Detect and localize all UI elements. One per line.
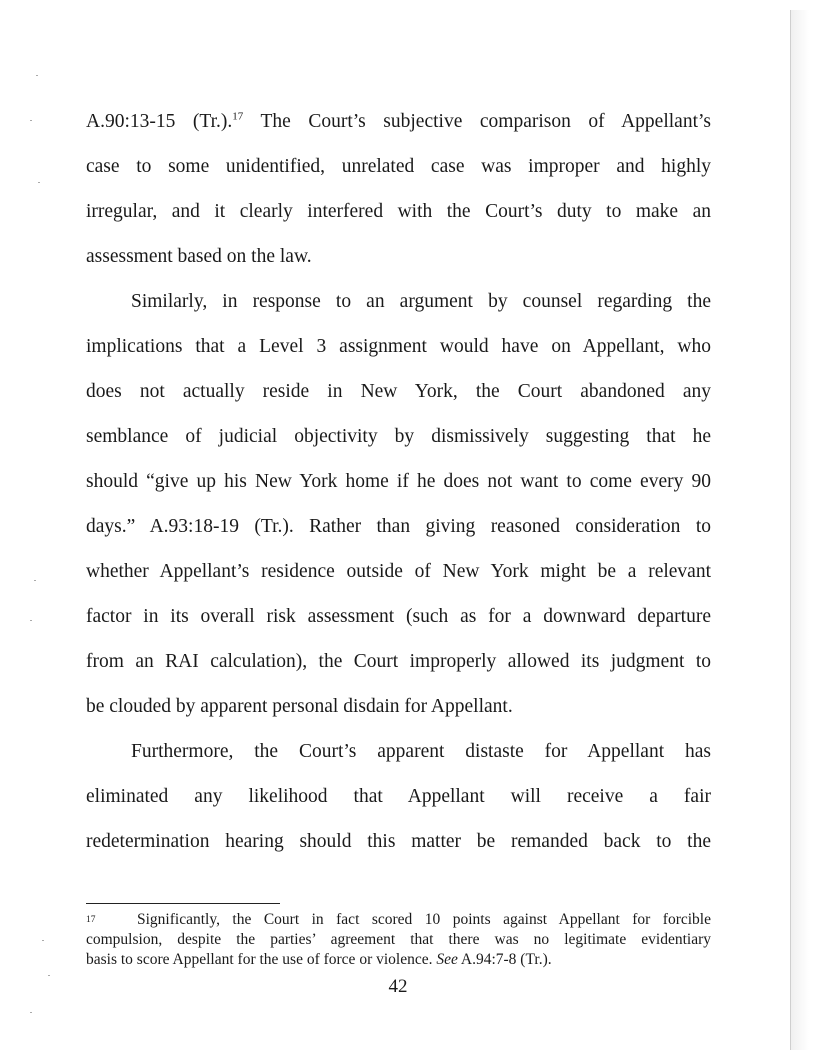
body-line: semblance of judicial objectivity by dismissively suggesting that he xyxy=(86,426,711,447)
footnote-see-signal: See xyxy=(436,951,458,968)
body-line xyxy=(86,112,711,132)
footnote-line: compulsion, despite the parties’ agreement that there was no legitimate evidentiary xyxy=(86,931,711,948)
page-number: 42 xyxy=(388,976,408,997)
footnote-line3-pre: basis to score Appellant for the use of force or violence. xyxy=(86,951,437,968)
first-line-pre: A.90:13-15 (Tr.). xyxy=(86,111,233,132)
body-line: implications that a Level 3 assignment would have on Appellant, who xyxy=(86,336,711,357)
first-line-post: The Court’s subjective comparison of Appellant’s xyxy=(243,111,712,132)
body-line: irregular, and it clearly interfered with the Court’s duty to make an xyxy=(86,201,711,222)
page-edge xyxy=(790,10,791,1050)
body-line: Furthermore, the Court’s apparent distaste for Appellant has xyxy=(131,741,711,762)
body-line: does not actually reside in New York, the Court abandoned any xyxy=(86,381,711,402)
footnote-reference[interactable]: 17 xyxy=(232,110,244,123)
body-line: days.” A.93:18-19 (Tr.). Rather than giving reasoned consideration to xyxy=(86,516,711,537)
body-line: eliminated any likelihood that Appellant will receive a fair xyxy=(86,786,711,807)
scan-speck xyxy=(30,1012,32,1013)
scan-speck xyxy=(30,620,32,621)
scan-speck xyxy=(34,580,36,581)
body-line: assessment based on the law. xyxy=(86,246,312,267)
scan-speck xyxy=(36,75,38,76)
body-line: be clouded by apparent personal disdain for Appellant. xyxy=(86,696,513,717)
body-line: redetermination hearing should this matter be remanded back to the xyxy=(86,831,711,852)
body-line: Similarly, in response to an argument by counsel regarding the xyxy=(131,291,711,312)
page-edge-shadow xyxy=(791,10,809,1050)
footnote-line xyxy=(86,952,711,968)
footnote-divider xyxy=(86,903,280,904)
footnote-line: Significantly, the Court in fact scored 10 points against Appellant for forcible xyxy=(137,911,711,928)
body-line: factor in its overall risk assessment (such as for a downward departure xyxy=(86,606,711,627)
body-line: whether Appellant’s residence outside of New York might be a relevant xyxy=(86,561,711,582)
scan-speck xyxy=(38,182,40,183)
scan-speck xyxy=(42,940,44,941)
scan-speck xyxy=(30,120,32,121)
body-line: should “give up his New York home if he does not want to come every 90 xyxy=(86,471,711,492)
body-line: case to some unidentified, unrelated case was improper and highly xyxy=(86,156,711,177)
footnote-line3-post: A.94:7-8 (Tr.). xyxy=(457,951,552,968)
body-line: from an RAI calculation), the Court improperly allowed its judgment to xyxy=(86,651,711,672)
footnote-number: 17 xyxy=(86,915,96,925)
